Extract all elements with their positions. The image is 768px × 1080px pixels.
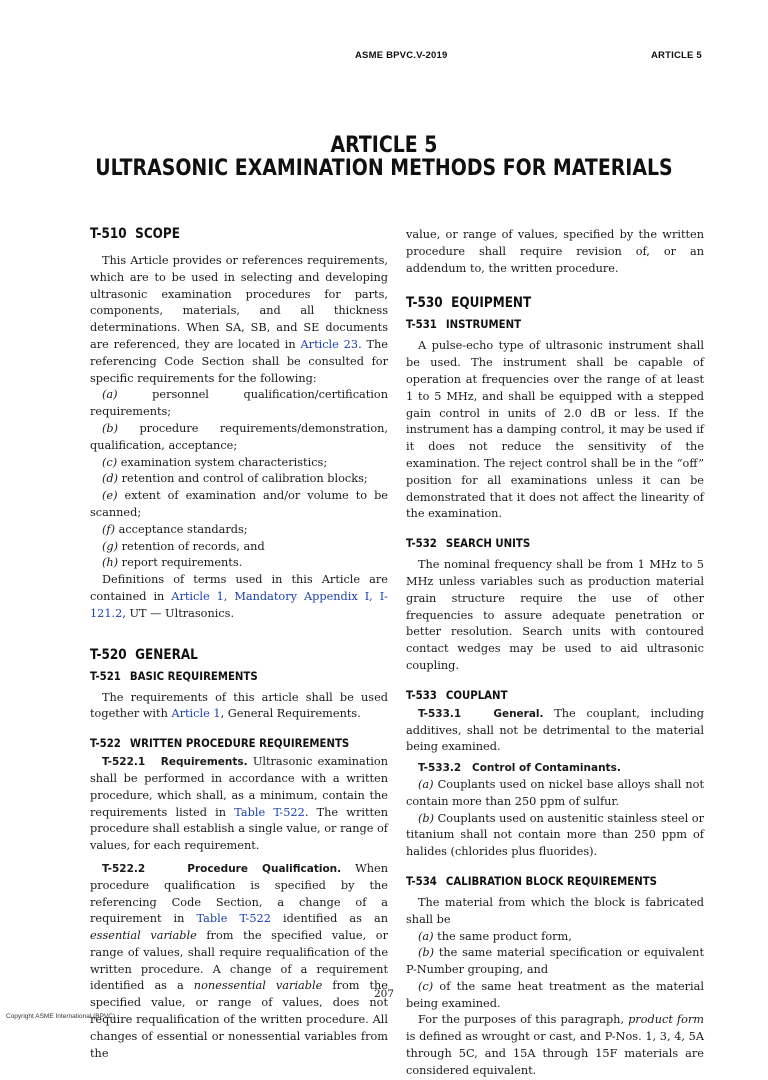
list-item: (b) the same material specification or equivalent P-Number grouping, and xyxy=(406,946,704,977)
article-23-link[interactable]: Article 23 xyxy=(300,337,359,351)
t533-1-paragraph: T-533.1 General. The couplant, including additives, shall not be detrimental to the material being examined. xyxy=(406,706,704,754)
copyright-notice: Copyright ASME International (BPVC) xyxy=(6,1013,116,1020)
t532-paragraph: The nominal frequency shall be from 1 MHz to 5 MHz unless variables such as production material grain structure require the use of other frequencies to assure adequate penetration or better resolution. Search units with contoured contact wedges may be used to aid ultrasonic coupling. xyxy=(406,558,704,672)
section-t530-heading: T-530 EQUIPMENT xyxy=(406,295,532,312)
section-t520-heading: T-520 GENERAL xyxy=(90,646,198,663)
running-header-left: ASME BPVC.V-2019 xyxy=(355,50,448,61)
t510-paragraph: This Article provides or references requirements, which are to be used in selecting and developing ultrasonic examination procedures for parts, components, materials, and all thickness determinations. When SA, SB, and SE documents are referenced, they are located in Article 23. The referencing Code Section shall be consulted for specific requirements for the following: xyxy=(90,254,388,385)
section-t533-heading: T-533 COUPLANT xyxy=(406,688,508,702)
article-1-link[interactable]: Article 1 xyxy=(171,707,221,721)
t522-1-paragraph: T-522.1 Requirements. Ultrasonic examination shall be performed in accordance with a written procedure, which shall, as a minimum, contain the requirements listed in Table T-522. The written procedure shall establish a single value, or range of values, for each requirement. xyxy=(90,755,388,853)
running-header-right: ARTICLE 5 xyxy=(651,50,702,61)
list-item: (b) Couplants used on austenitic stainless steel or titanium shall not contain more than 250 ppm of halides (chlorides plus fluorides). xyxy=(406,811,704,859)
list-item: (e) extent of examination and/or volume to be scanned; xyxy=(90,489,388,519)
list-item: (d) retention and control of calibration blocks; xyxy=(102,472,368,486)
section-t531-heading: T-531 INSTRUMENT xyxy=(406,318,522,332)
left-column xyxy=(90,226,388,1062)
page-number: 207 xyxy=(373,988,395,1000)
t531-paragraph: A pulse-echo type of ultrasonic instrument shall be used. The instrument shall be capable of operation at frequencies over the range of at least 1 to 5 MHz, and shall be equipped with a stepped gain control in units of 2.0 dB or less. If the instrument has a damping control, it may be used if it does not reduce the sensitivity of the examination. The reject control shall be in the “off” position for all examinations unless it can be demonstrated that it does not affect the linearity of the examination. xyxy=(406,339,704,521)
table-t522-link[interactable]: Table T-522 xyxy=(234,805,305,819)
table-t522-link[interactable]: Table T-522 xyxy=(196,912,271,926)
t522-2-paragraph: T-522.2 Procedure Qualification. When procedure qualification is specified by the referencing Code Section, a change of a requirement in Table T-522 identified as an essential variable from the specified value, or range of values, shall require requalification of the written procedure. A change of a requirement identified as a nonessential variable from the specified value, or range of values, does not require requalification of the written procedure. All changes of essential or nonessential variables from the xyxy=(90,861,388,1060)
list-item: (a) Couplants used on nickel base alloys shall not contain more than 250 ppm of sulfur. xyxy=(406,777,704,808)
right-column xyxy=(406,227,704,1080)
t533-2-heading: T-533.2 Control of Contaminants. xyxy=(418,762,621,775)
section-t521-heading: T-521 BASIC REQUIREMENTS xyxy=(90,669,258,683)
list-item: (h) report requirements. xyxy=(102,556,243,570)
definitions-link[interactable]: Article 1, Mandatory Appendix I, I-121.2 xyxy=(90,589,388,620)
list-item: (a) personnel qualification/certification requirements; xyxy=(90,388,388,419)
list-item: (a) the same product form, xyxy=(418,929,572,943)
list-item: (b) procedure requirements/demonstration, qualification, acceptance; xyxy=(90,421,388,452)
t510-definitions: Definitions of terms used in this Article are contained in Article 1, Mandatory Appendix I, I-121.2, UT — Ultrasonics. xyxy=(90,573,388,620)
article-title: ULTRASONIC EXAMINATION METHODS FOR MATERIALS xyxy=(95,156,673,181)
t534-intro: The material from which the block is fabricated shall be xyxy=(406,895,704,926)
t522-2-continuation: value, or range of values, specified by the written procedure shall require revision of, or an addendum to, the written procedure. xyxy=(406,228,704,275)
list-item: (g) retention of records, and xyxy=(102,539,265,553)
list-item: (c) of the same heat treatment as the material being examined. xyxy=(406,979,704,1010)
section-t522-heading: T-522 WRITTEN PROCEDURE REQUIREMENTS xyxy=(90,737,350,751)
article-number: ARTICLE 5 xyxy=(330,133,438,158)
section-t510-heading: T-510 SCOPE xyxy=(90,226,180,242)
list-item: (f) acceptance standards; xyxy=(102,522,248,536)
section-t532-heading: T-532 SEARCH UNITS xyxy=(406,537,531,551)
list-item: (c) examination system characteristics; xyxy=(102,455,328,469)
section-t534-heading: T-534 CALIBRATION BLOCK REQUIREMENTS xyxy=(406,874,658,888)
t521-paragraph: The requirements of this article shall be used together with Article 1, General Requirements. xyxy=(90,690,388,721)
t534-paragraph: For the purposes of this paragraph, product form is defined as wrought or cast, and P-Nos. 1, 3, 4, 5A through 5C, and 15A through 15F materials are considered equivalent. xyxy=(406,1013,704,1077)
